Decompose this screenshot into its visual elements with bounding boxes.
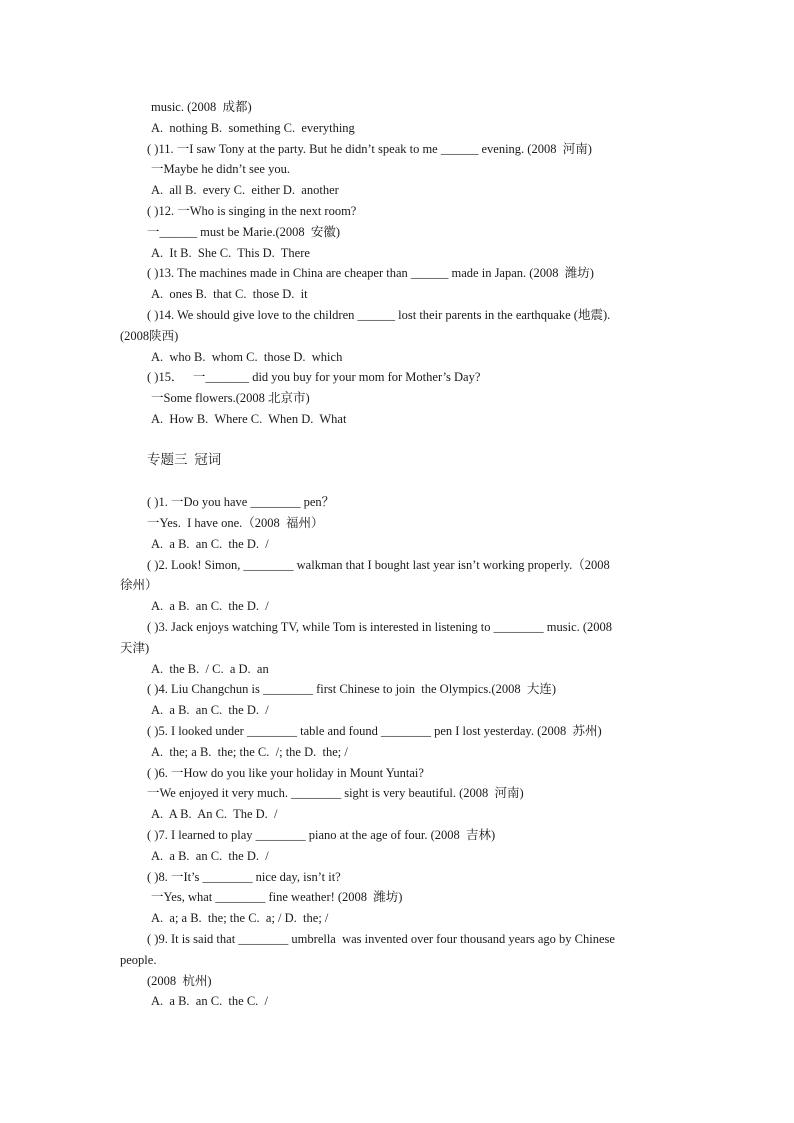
question-15: ( )15． 一_______ did you buy for your mom for Mother’s Day? (147, 370, 481, 384)
text-line: music. (2008 成都) (151, 100, 252, 114)
question-8: ( )8. 一It’s ________ nice day, isn’t it? (147, 870, 341, 884)
question-12: ( )12. 一Who is singing in the next room? (147, 204, 357, 218)
answer-options: A. the B. / C. a D. an (151, 662, 269, 676)
question-4: ( )4. Liu Changchun is ________ first Chinese to join the Olympics.(2008 大连) (147, 682, 556, 696)
question-9: ( )9. It is said that ________ umbrella was invented over four thousand years ago by Chinese (147, 932, 615, 946)
answer-options: A. the; a B. the; the C. /; the D. the; / (151, 745, 348, 759)
dialogue-line: 一Yes, what ________ fine weather! (2008 潍坊) (151, 890, 403, 904)
question-5: ( )5. I looked under ________ table and found ________ pen I lost yesterday. (2008 苏州) (147, 724, 602, 738)
question-11: ( )11. 一I saw Tony at the party. But he didn’t speak to me ______ evening. (2008 河南) (147, 142, 592, 156)
dialogue-line: 一Some flowers.(2008 北京市) (151, 391, 310, 405)
text-line: (2008 杭州) (147, 974, 212, 988)
answer-options: A. a B. an C. the D. / (151, 703, 269, 717)
answer-options: A. a B. an C. the D. / (151, 599, 269, 613)
answer-options: A. a B. an C. the C. / (151, 994, 269, 1008)
answer-options: A. a B. an C. the D. / (151, 537, 269, 551)
question-3: ( )3. Jack enjoys watching TV, while Tom is interested in listening to ________ music. (2008 (147, 620, 613, 634)
answer-options: A. nothing B. something C. everything (151, 121, 355, 135)
text-line: (2008陕西) (120, 329, 179, 343)
answer-options: A. who B. whom C. those D. which (151, 350, 343, 364)
question-7: ( )7. I learned to play ________ piano at the age of four. (2008 吉林) (147, 828, 496, 842)
question-13: ( )13. The machines made in China are cheaper than ______ made in Japan. (2008 潍坊) (147, 266, 594, 280)
answer-options: A. It B. She C. This D. There (151, 246, 310, 260)
answer-options: A. all B. every C. either D. another (151, 183, 339, 197)
answer-options: A. a; a B. the; the C. a; / D. the; / (151, 911, 329, 925)
answer-options: A. A B. An C. The D. / (151, 807, 278, 821)
text-line: 徐州） (120, 578, 158, 592)
question-2: ( )2. Look! Simon, ________ walkman that I bought last year isn’t working properly.（2008 (147, 558, 610, 572)
text-line: 天津) (120, 641, 150, 655)
dialogue-line: 一______ must be Marie.(2008 安徽) (147, 225, 341, 239)
dialogue-line: 一Maybe he didn’t see you. (151, 162, 290, 176)
answer-options: A. a B. an C. the D. / (151, 849, 269, 863)
question-14: ( )14. We should give love to the children ______ lost their parents in the earthquake (地震). (147, 308, 611, 322)
answer-options: A. How B. Where C. When D. What (151, 412, 347, 426)
answer-options: A. ones B. that C. those D. it (151, 287, 308, 301)
question-1: ( )1. 一Do you have ________ pen？ (147, 495, 335, 509)
dialogue-line: 一We enjoyed it very much. ________ sight is very beautiful. (2008 河南) (147, 786, 524, 800)
section-heading: 专题三 冠词 (147, 452, 222, 467)
question-6: ( )6. 一How do you like your holiday in Mount Yuntai? (147, 766, 424, 780)
text-line: people. (120, 953, 157, 967)
dialogue-line: 一Yes. I have one.（2008 福州） (147, 516, 324, 530)
